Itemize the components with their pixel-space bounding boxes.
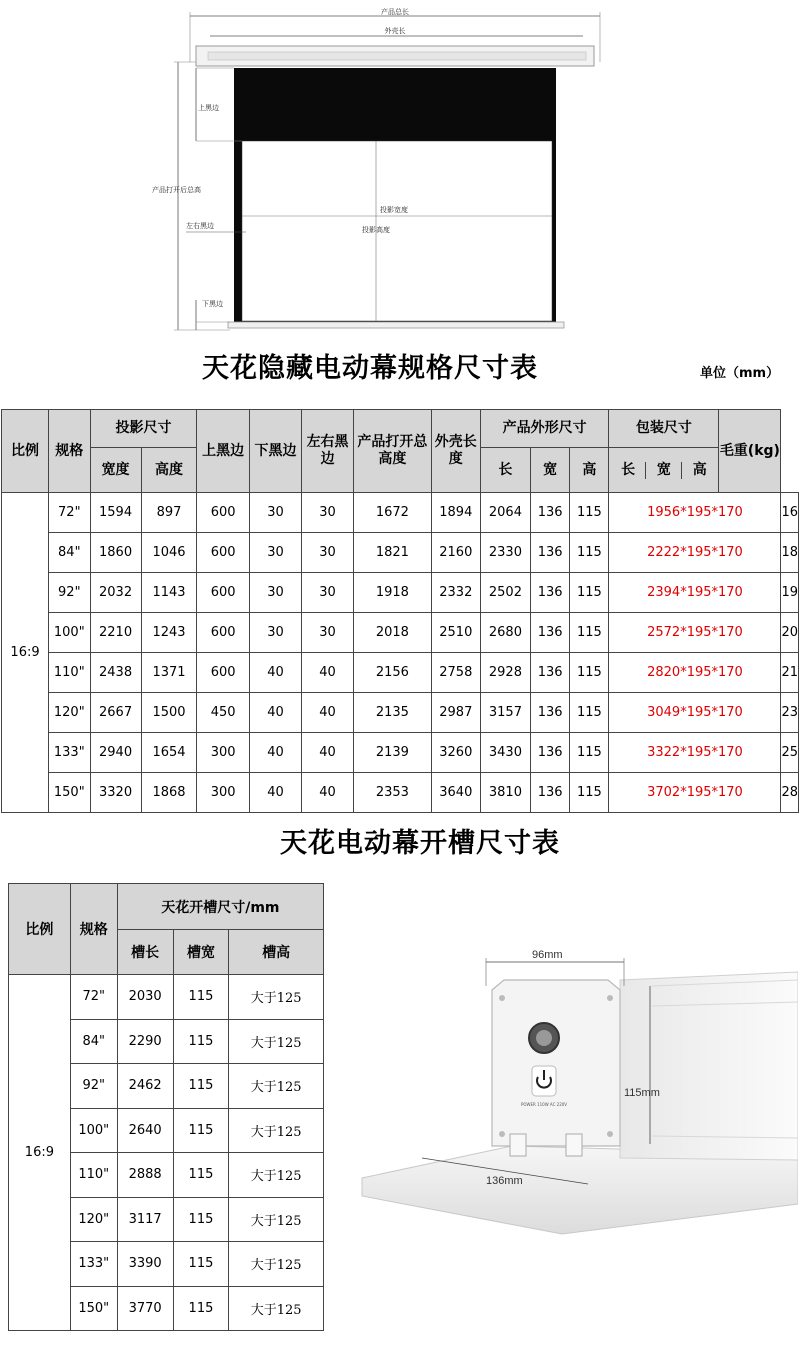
unit-label: 单位（mm） [700,366,780,381]
header-weight: 毛重(kg) [719,410,781,493]
slot-header-length: 槽长 [117,930,173,975]
side-black-cell: 30 [302,493,354,533]
outer-width-cell: 136 [530,693,569,733]
outer-length-cell: 2680 [480,613,530,653]
slot-header-width: 槽宽 [173,930,229,975]
slot-header-group: 天花开槽尺寸/mm [117,884,323,930]
top-black-cell: 600 [197,573,250,613]
slot-table-title: 天花电动幕开槽尺寸表 [280,828,560,859]
width-cell: 1594 [90,493,141,533]
weight-cell: 25 [781,733,799,773]
side-black-cell: 40 [302,693,354,733]
ratio-cell: 16:9 [2,493,49,813]
outer-width-cell: 136 [530,773,569,813]
header-bottom-black: 下黑边 [249,410,301,493]
outer-length-cell: 3430 [480,733,530,773]
bottom-black-cell: 30 [249,533,301,573]
header-pack-dims [609,448,719,493]
header-pack-len: 长 [621,461,636,478]
bottom-black-cell: 40 [249,693,301,733]
total-height-cell: 1821 [354,533,432,573]
projection-area [242,141,552,321]
header-outer-wid: 宽 [530,448,569,493]
outer-length-cell: 2502 [480,573,530,613]
outer-height-cell: 115 [570,573,609,613]
slot-spec-cell: 110" [70,1153,117,1198]
spec-cell: 84" [49,533,90,573]
slot-height-cell: 大于125 [229,1197,324,1242]
spec-cell: 150" [49,773,90,813]
height-cell: 1046 [141,533,197,573]
header-top-black: 上黑边 [197,410,250,493]
outer-height-cell: 115 [570,653,609,693]
spec-table-row [2,613,799,653]
height-cell: 1654 [141,733,197,773]
slot-header-ratio: 比例 [9,884,71,975]
spec-table-row [2,773,799,813]
spec-table-row [2,533,799,573]
spec-cell: 100" [49,613,90,653]
weight-cell: 19 [781,573,799,613]
pack-size-cell: 3049*195*170 [609,693,781,733]
outer-height-cell: 115 [570,613,609,653]
slot-spec-cell: 120" [70,1197,117,1242]
outer-length-cell: 2064 [480,493,530,533]
shell-length-cell: 2510 [431,613,480,653]
total-height-cell: 2353 [354,773,432,813]
screen-dimension-diagram [0,0,800,340]
header-width: 宽度 [90,448,141,493]
side-black-cell: 40 [302,773,354,813]
header-outer-size: 产品外形尺寸 [480,410,609,448]
pack-size-cell: 3322*195*170 [609,733,781,773]
side-black-cell: 40 [302,653,354,693]
housing-endcap-photo [352,946,798,1246]
pack-size-cell: 1956*195*170 [609,493,781,533]
total-height-label: 产品打开后总高 [152,186,201,194]
slot-height-cell: 大于125 [229,1286,324,1331]
slot-spec-cell: 84" [70,1019,117,1064]
total-height-cell: 1672 [354,493,432,533]
outer-length-cell: 3810 [480,773,530,813]
spec-cell: 120" [49,693,90,733]
pack-size-cell: 2394*195*170 [609,573,781,613]
outer-length-cell: 2330 [480,533,530,573]
side-black-cell: 30 [302,533,354,573]
header-outer-len: 长 [480,448,530,493]
total-height-cell: 2135 [354,693,432,733]
side-black-cell: 40 [302,733,354,773]
slot-width-cell: 115 [173,975,229,1020]
outer-width-cell: 136 [530,733,569,773]
spec-table-row [2,493,799,533]
bottom-black-cell: 30 [249,613,301,653]
height-cell: 1500 [141,693,197,733]
slot-height-cell: 大于125 [229,1064,324,1109]
spec-cell: 110" [49,653,90,693]
height-cell: 897 [141,493,197,533]
top-border-label: 上黑边 [198,104,219,112]
total-height-cell: 2139 [354,733,432,773]
dim-width-label: 96mm [532,949,563,961]
slot-width-cell: 115 [173,1108,229,1153]
slot-length-cell: 2290 [117,1019,173,1064]
total-height-cell: 2018 [354,613,432,653]
total-length-label: 产品总长 [381,8,409,16]
height-cell: 1868 [141,773,197,813]
spec-table-row [2,573,799,613]
shell-length-cell: 1894 [431,493,480,533]
rating-plate-text: POWER 110W AC 220V [520,1102,568,1107]
slot-width-cell: 115 [173,1064,229,1109]
width-cell: 1860 [90,533,141,573]
slot-spec-cell: 72" [70,975,117,1020]
spec-table [1,409,799,813]
pack-size-cell: 2572*195*170 [609,613,781,653]
dim-depth-label: 136mm [486,1175,523,1187]
height-cell: 1143 [141,573,197,613]
header-pack-wid: 宽 [645,462,682,479]
header-shell-length: 外壳长度 [431,410,480,493]
bottom-black-cell: 40 [249,653,301,693]
spec-cell: 72" [49,493,90,533]
slot-spec-cell: 133" [70,1242,117,1287]
weight-cell: 28 [781,773,799,813]
slot-spec-cell: 150" [70,1286,117,1331]
shell-length-cell: 2160 [431,533,480,573]
top-black-cell: 300 [197,733,250,773]
spec-table-title: 天花隐藏电动幕规格尺寸表 [202,353,538,384]
shell-length-cell: 3260 [431,733,480,773]
outer-width-cell: 136 [530,613,569,653]
slot-length-cell: 3390 [117,1242,173,1287]
slot-width-cell: 115 [173,1286,229,1331]
slot-table [8,883,324,1331]
spec-cell: 133" [49,733,90,773]
side-black-cell: 30 [302,573,354,613]
top-black-cell: 300 [197,773,250,813]
outer-height-cell: 115 [570,733,609,773]
height-cell: 1371 [141,653,197,693]
width-cell: 2438 [90,653,141,693]
outer-height-cell: 115 [570,773,609,813]
side-black-cell: 30 [302,613,354,653]
power-icon [532,1066,556,1096]
slot-width-cell: 115 [173,1197,229,1242]
total-height-cell: 1918 [354,573,432,613]
header-height: 高度 [141,448,197,493]
bottom-black-cell: 30 [249,493,301,533]
weight-cell: 18 [781,533,799,573]
height-cell: 1243 [141,613,197,653]
total-height-cell: 2156 [354,653,432,693]
slot-height-cell: 大于125 [229,1242,324,1287]
outer-width-cell: 136 [530,573,569,613]
outer-height-cell: 115 [570,693,609,733]
header-pack-hgt: 高 [692,461,707,478]
slot-height-cell: 大于125 [229,1108,324,1153]
projection-width-label: 投影宽度 [380,206,408,214]
pack-size-cell: 3702*195*170 [609,773,781,813]
width-cell: 2667 [90,693,141,733]
slot-width-cell: 115 [173,1242,229,1287]
top-black-cell: 600 [197,533,250,573]
header-spec: 规格 [49,410,90,493]
bottom-border-label: 下黑边 [202,300,223,308]
spec-table-row [2,693,799,733]
header-outer-hgt: 高 [570,448,609,493]
dim-height-label: 115mm [624,1087,660,1099]
bottom-black-cell: 30 [249,573,301,613]
bottom-black-cell: 40 [249,733,301,773]
header-ratio: 比例 [2,410,49,493]
slot-length-cell: 2888 [117,1153,173,1198]
slot-length-cell: 3770 [117,1286,173,1331]
top-black-cell: 600 [197,653,250,693]
shell-length-cell: 2987 [431,693,480,733]
width-cell: 3320 [90,773,141,813]
slot-height-cell: 大于125 [229,1019,324,1064]
weight-cell: 23 [781,693,799,733]
weight-cell: 16 [781,493,799,533]
outer-width-cell: 136 [530,653,569,693]
slot-width-cell: 115 [173,1019,229,1064]
slot-width-cell: 115 [173,1153,229,1198]
slot-header-spec: 规格 [70,884,117,975]
outer-height-cell: 115 [570,533,609,573]
side-border-label: 左右黑边 [186,222,214,230]
width-cell: 2940 [90,733,141,773]
slot-spec-cell: 100" [70,1108,117,1153]
slot-table-row [9,975,324,1020]
spec-cell: 92" [49,573,90,613]
header-pack-size: 包装尺寸 [609,410,719,448]
shell-length-label: 外壳长 [384,27,406,35]
header-side-black: 左右黑边 [302,410,354,493]
shell-length-cell: 2758 [431,653,480,693]
slot-length-cell: 2030 [117,975,173,1020]
weight-cell: 20 [781,613,799,653]
header-projection-size: 投影尺寸 [90,410,197,448]
shell-length-cell: 2332 [431,573,480,613]
slot-header-height: 槽高 [229,930,324,975]
weight-cell: 21 [781,653,799,693]
slot-spec-cell: 92" [70,1064,117,1109]
header-total-height: 产品打开总高度 [354,410,432,493]
outer-width-cell: 136 [530,493,569,533]
pack-size-cell: 2820*195*170 [609,653,781,693]
bottom-black-cell: 40 [249,773,301,813]
shell-length-cell: 3640 [431,773,480,813]
width-cell: 2032 [90,573,141,613]
top-black-cell: 600 [197,613,250,653]
projection-height-label: 投影高度 [362,226,390,234]
slot-height-cell: 大于125 [229,975,324,1020]
outer-length-cell: 2928 [480,653,530,693]
slot-length-cell: 2462 [117,1064,173,1109]
outer-length-cell: 3157 [480,693,530,733]
outer-width-cell: 136 [530,533,569,573]
top-black-cell: 600 [197,493,250,533]
spec-table-row [2,733,799,773]
slot-height-cell: 大于125 [229,1153,324,1198]
pack-size-cell: 2222*195*170 [609,533,781,573]
slot-ratio-cell: 16:9 [9,975,71,1331]
slot-length-cell: 3117 [117,1197,173,1242]
slot-length-cell: 2640 [117,1108,173,1153]
outer-height-cell: 115 [570,493,609,533]
top-black-cell: 450 [197,693,250,733]
spec-table-row [2,653,799,693]
width-cell: 2210 [90,613,141,653]
